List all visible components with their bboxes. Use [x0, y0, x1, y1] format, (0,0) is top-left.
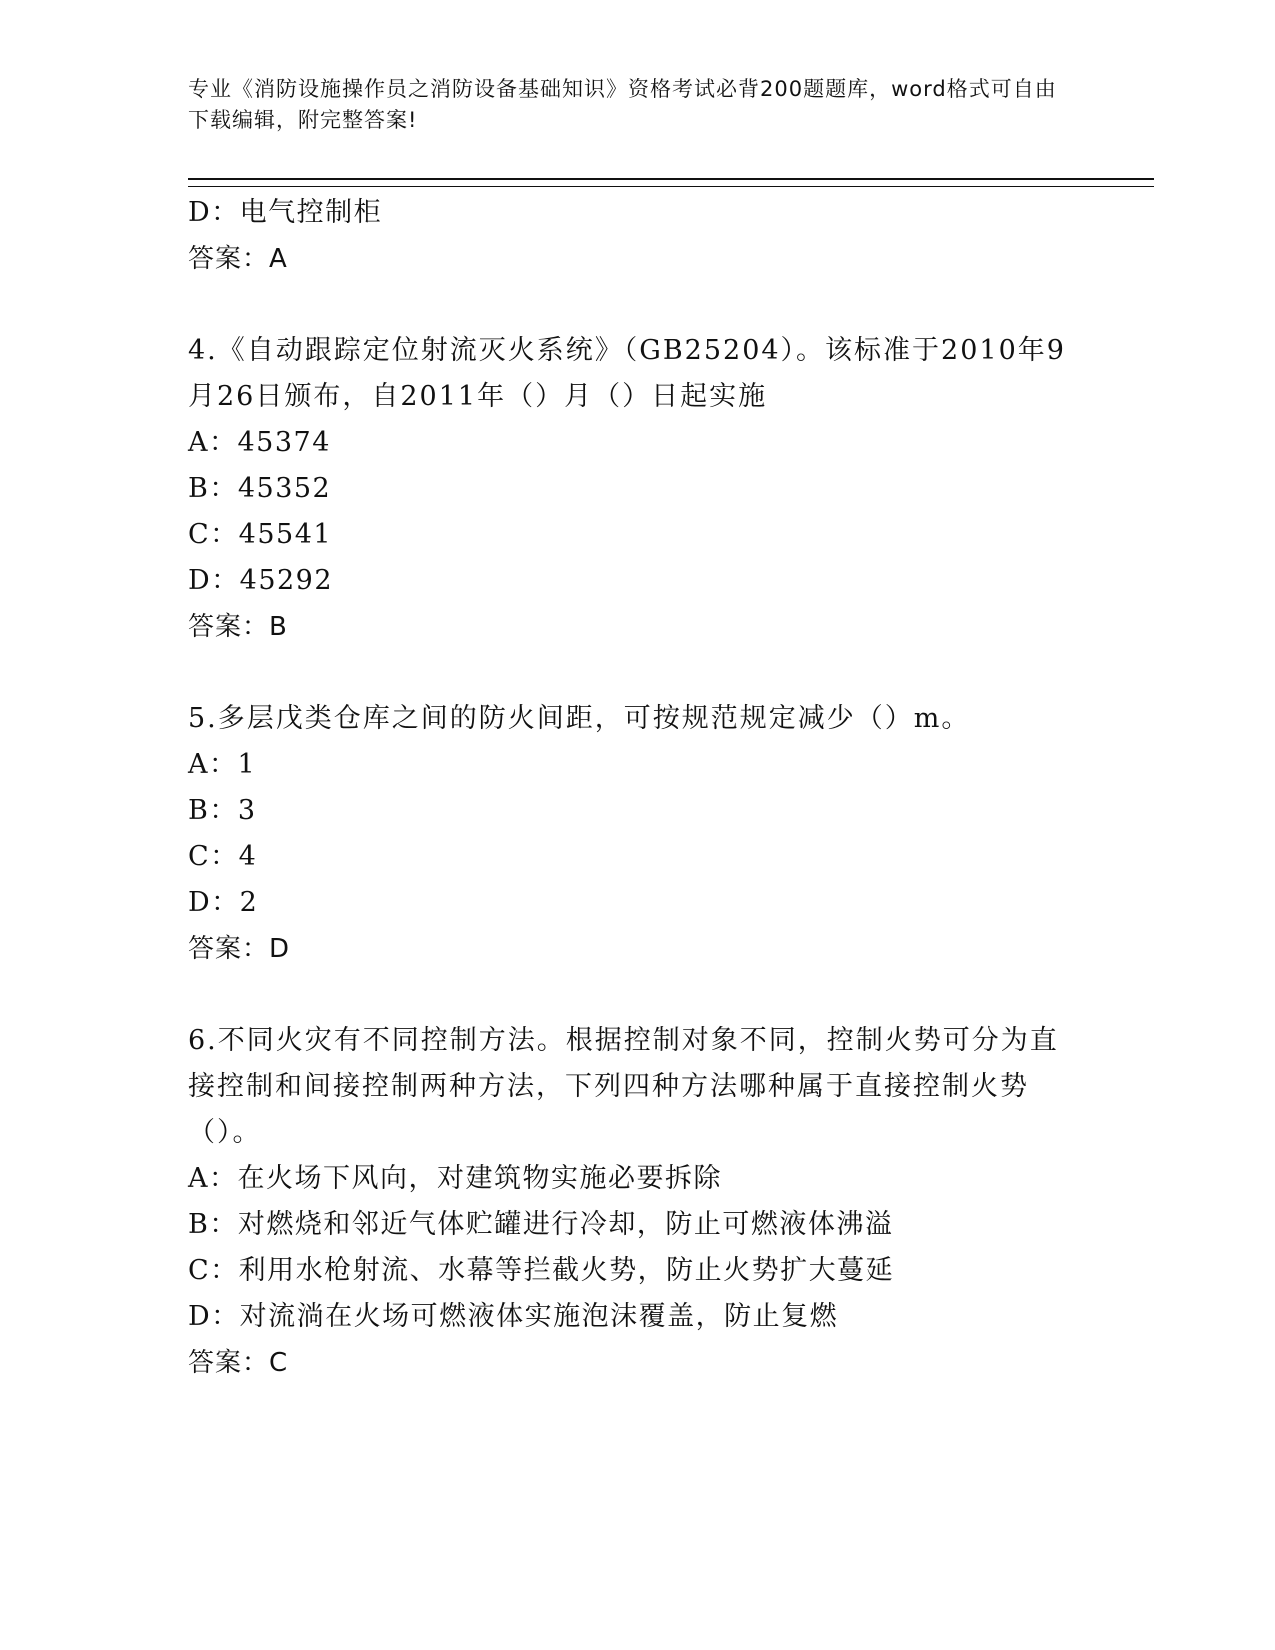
question-4: [188, 328, 1088, 650]
question-6: [188, 1018, 1088, 1386]
option-c: C：45541: [188, 519, 333, 550]
answer-line: 答案：A: [188, 244, 288, 274]
question-stem: 4.《自动跟踪定位射流灭火系统》（GB25204）。该标准于2010年9月26日颁布，自2011年（）月（）日起实施: [188, 335, 1066, 412]
option-a: A：1: [188, 749, 257, 780]
option-a: A：45374: [188, 427, 331, 458]
option-d: D：45292: [188, 565, 334, 596]
answer-line: 答案：C: [188, 1348, 289, 1378]
option-b: B：3: [188, 795, 257, 826]
option-a: A：在火场下风向，对建筑物实施必要拆除: [188, 1163, 722, 1194]
option-b: B：45352: [188, 473, 332, 504]
document-header: 专业《消防设施操作员之消防设备基础知识》资格考试必背200题题库，word格式可自由下载编辑，附完整答案!: [188, 77, 1057, 132]
header-divider: [188, 178, 1154, 187]
question-stem: 6.不同火灾有不同控制方法。根据控制对象不同，控制火势可分为直接控制和间接控制两种方法，下列四种方法哪种属于直接控制火势（）。: [188, 1025, 1059, 1148]
question-5: [188, 696, 1088, 972]
answer-line: 答案：D: [188, 934, 291, 964]
option-d: D：电气控制柜: [188, 197, 383, 228]
option-d: D：对流淌在火场可燃液体实施泡沫覆盖，防止复燃: [188, 1301, 839, 1332]
option-d: D：2: [188, 887, 259, 918]
answer-line: 答案：B: [188, 612, 288, 642]
document-body: [188, 190, 1088, 1386]
option-b: B：对燃烧和邻近气体贮罐进行冷却，防止可燃液体沸溢: [188, 1209, 894, 1240]
option-c: C：4: [188, 841, 258, 872]
question-stem: 5.多层戊类仓库之间的防火间距，可按规范规定减少（）m。: [188, 703, 971, 734]
option-c: C：利用水枪射流、水幕等拦截火势，防止火势扩大蔓延: [188, 1255, 895, 1286]
